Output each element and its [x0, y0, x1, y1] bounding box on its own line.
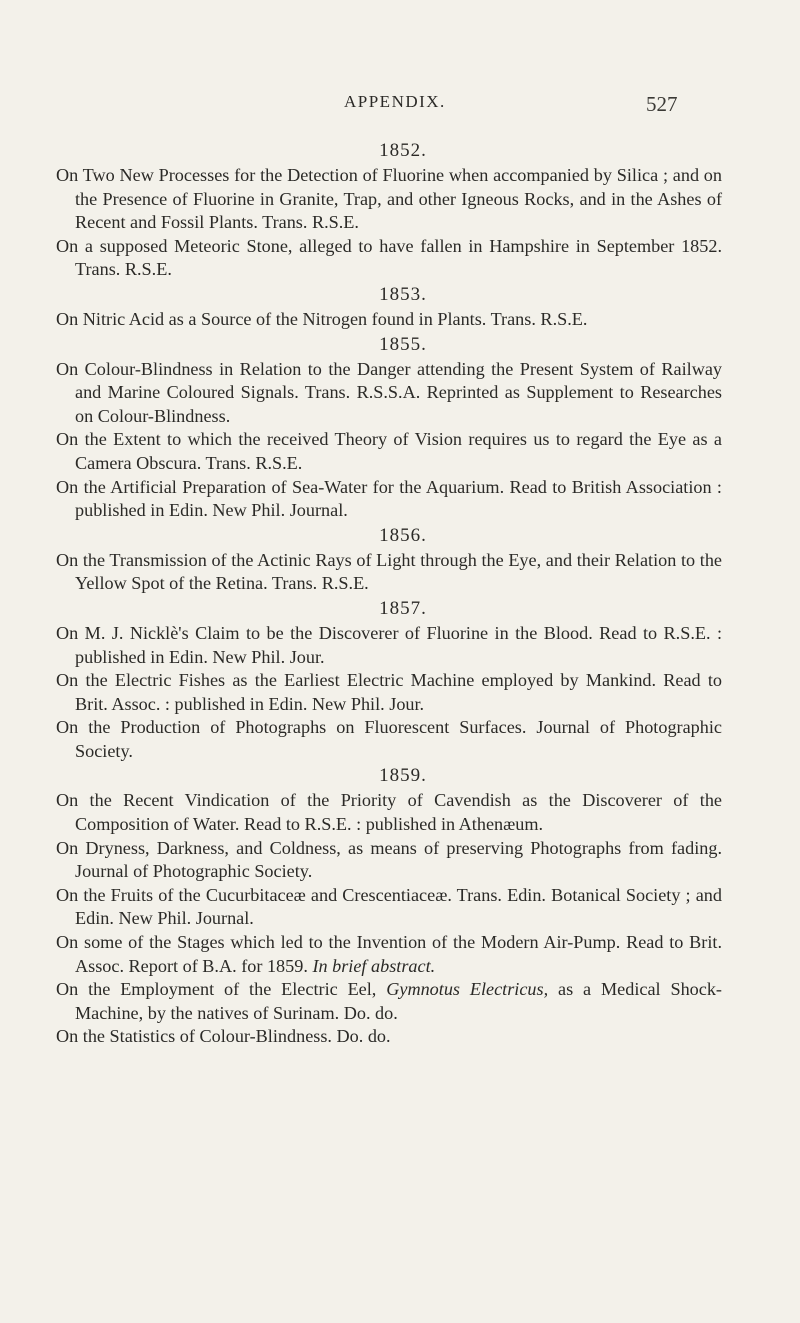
entry-italic-note: In brief abstract.	[312, 955, 436, 976]
year-heading: 1852.	[379, 140, 427, 161]
bibliography-entry: On the Transmission of the Actinic Rays of Light through the Eye, and their Relation to the Yellow Spot of the Retina. Trans. R.S.E.	[56, 549, 722, 594]
page-number: 527	[646, 92, 678, 116]
entry-text: as a Medical Shock-Machine, by the natives of Surinam. Do. do.	[75, 979, 722, 1023]
bibliography-entry-electric-eel	[56, 978, 722, 1025]
bibliography-entry: On Dryness, Darkness, and Coldness, as means of preserving Photographs from fading. Journal of Photographic Society.	[56, 837, 722, 882]
species-name: Gymnotus Electricus,	[386, 979, 549, 1000]
year-heading: 1856.	[379, 524, 427, 546]
bibliography-entry: On the Extent to which the received Theory of Vision requires us to regard the Eye as a Camera Obscura. Trans. R.S.E.	[56, 429, 722, 473]
year-heading: 1859.	[379, 765, 427, 787]
bibliography-entry-air-pump	[56, 931, 722, 978]
bibliography-entry: On the Artificial Preparation of Sea-Water for the Aquarium. Read to British Association : published in Edin. New Phil. Journal.	[56, 476, 722, 521]
year-heading: 1857.	[379, 597, 427, 619]
bibliography-entry: On Nitric Acid as a Source of the Nitrogen found in Plants. Trans. R.S.E.	[56, 308, 588, 329]
bibliography-list	[56, 138, 722, 1049]
running-title: APPENDIX.	[344, 92, 446, 111]
year-heading: 1855.	[379, 333, 427, 355]
bibliography-entry: On the Production of Photographs on Fluorescent Surfaces. Journal of Photographic Society.	[56, 717, 722, 761]
bibliography-entry: On Colour-Blindness in Relation to the Danger attending the Present System of Railway and Marine Coloured Signals. Trans. R.S.S.A. Reprinted as Supplement to Researches on Colour-Blindness.	[56, 358, 722, 426]
bibliography-entry: On Two New Processes for the Detection of Fluorine when accompanied by Silica ; and on the Presence of Fluorine in Granite, Trap, and other Igneous Rocks, and in the Ashes of Recent and Fossil Plants. Trans. R.S.E.	[56, 165, 722, 233]
entry-text: On the Employment of the Electric Eel,	[56, 979, 377, 1000]
bibliography-entry: On the Electric Fishes as the Earliest Electric Machine employed by Mankind. Read to Brit. Assoc. : published in Edin. New Phil. Jour.	[56, 670, 722, 714]
bibliography-entry: On the Recent Vindication of the Priority of Cavendish as the Discoverer of the Composition of Water. Read to R.S.E. : published in Athenæum.	[56, 790, 722, 835]
bibliography-entry: On a supposed Meteoric Stone, alleged to have fallen in Hampshire in September 1852. Trans. R.S.E.	[56, 235, 722, 280]
bibliography-entry: On M. J. Nicklè's Claim to be the Discoverer of Fluorine in the Blood. Read to R.S.E. : published in Edin. New Phil. Jour.	[56, 622, 722, 667]
running-head	[0, 92, 800, 116]
year-heading: 1853.	[379, 283, 427, 305]
bibliography-entry: On the Statistics of Colour-Blindness. Do. do.	[56, 1026, 391, 1047]
bibliography-entry: On the Fruits of the Cucurbitaceæ and Crescentiaceæ. Trans. Edin. Botanical Society ; and Edin. New Phil. Journal.	[56, 884, 722, 929]
entry-text: On some of the Stages which led to the Invention of the Modern Air-Pump. Read to Brit. Assoc. Report of B.A. for 1859.	[56, 932, 722, 976]
